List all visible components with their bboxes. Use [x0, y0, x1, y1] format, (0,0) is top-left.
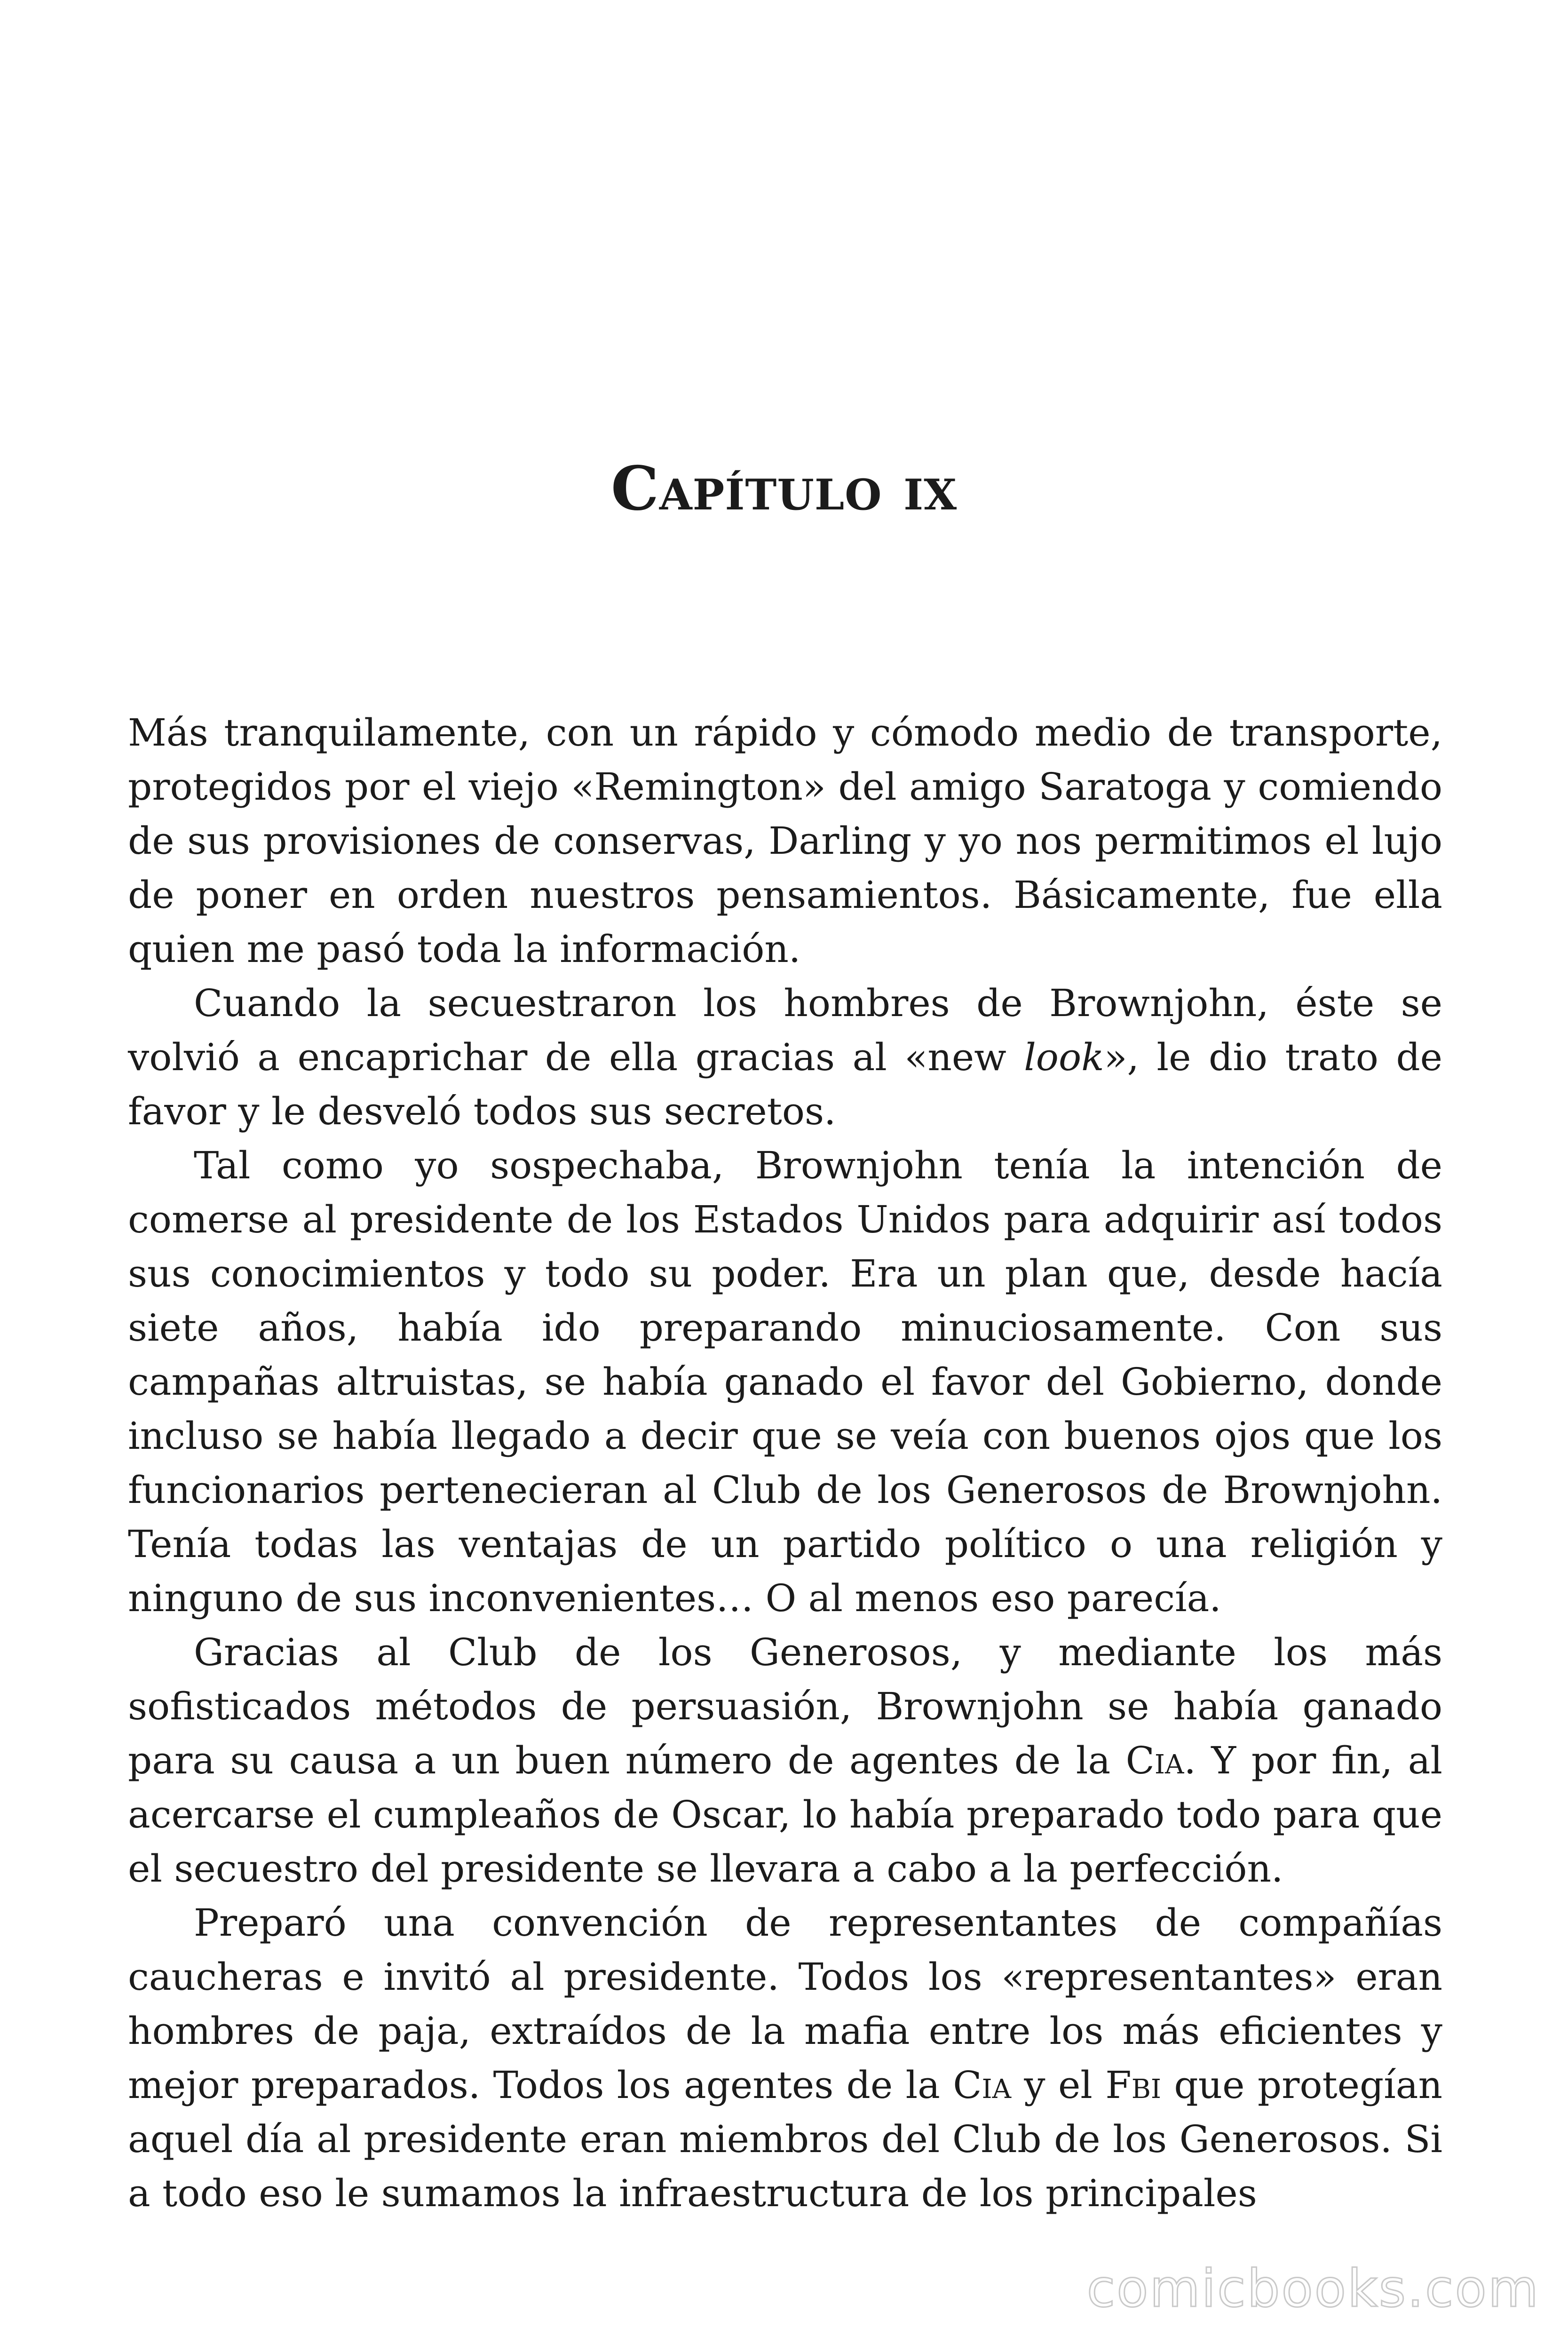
paragraph-5-text-a: Preparó una convención de representantes de compañías caucheras e invitó al presidente. Todos los «representantes» eran hombres de paja, extraídos de la mafia entre los más eficientes y mejor preparados. Todos los agentes de la — [128, 1901, 1442, 2107]
paragraph-2-text-a: Cuando la secuestraron los hombres de Brownjohn, éste se volvió a encaprichar de ella gracias al «new — [128, 981, 1442, 1079]
paragraph-5 — [128, 1896, 1442, 2220]
chapter-title: Capítulo ix — [610, 453, 958, 524]
paragraph-4-text-b: . Y por fin, al acercarse el cumpleaños de Oscar, lo había preparado todo para que el secuestro del presidente se llevara a cabo a la perfección. — [128, 1739, 1442, 1891]
acronym-fbi: Fbi — [1105, 2063, 1162, 2107]
acronym-cia: Cia — [953, 2063, 1012, 2107]
paragraph-5-text-b: y el — [1011, 2063, 1106, 2107]
watermark: comicbooks.com — [1086, 2258, 1540, 2319]
paragraph-2-text-b: », le dio trato de favor y le desveló todos sus secretos. — [128, 1035, 1442, 1133]
paragraph-4 — [128, 1625, 1442, 1896]
acronym-cia: Cia — [1125, 1739, 1184, 1782]
body-text — [128, 706, 1442, 2220]
paragraph-1: Más tranquilamente, con un rápido y cómodo medio de transporte, protegidos por el viejo «Remington» del amigo Saratoga y comiendo de sus provisiones de conservas, Darling y yo nos permitimos el lujo de poner en orden nuestros pensamientos. Básicamente, fue ella quien me pasó toda la información. — [128, 711, 1442, 971]
paragraph-2-italic: look — [1024, 1035, 1104, 1079]
paragraph-4-text-a: Gracias al Club de los Generosos, y mediante los más sofisticados métodos de persuasión, Brownjohn se había ganado para su causa a un buen número de agentes de la — [128, 1630, 1442, 1782]
paragraph-2 — [128, 976, 1442, 1138]
paragraph-3: Tal como yo sospechaba, Brownjohn tenía la intención de comerse al presidente de los Estados Unidos para adquirir así todos sus conocimientos y todo su poder. Era un plan que, desde hacía siete años, había ido preparando minuciosamente. Con sus campañas altruistas, se había ganado el favor del Gobierno, donde incluso se había llegado a decir que se veía con buenos ojos que los funcionarios pertenecieran al Club de los Generosos de Brownjohn. Tenía todas las ventajas de un partido político o una religión y ninguno de sus inconvenientes… O al menos eso parecía. — [128, 1144, 1442, 1620]
paragraph-5-text-c: que protegían aquel día al presidente eran miembros del Club de los Generosos. Si a todo eso le sumamos la infraestructura de los principales — [128, 2063, 1442, 2215]
